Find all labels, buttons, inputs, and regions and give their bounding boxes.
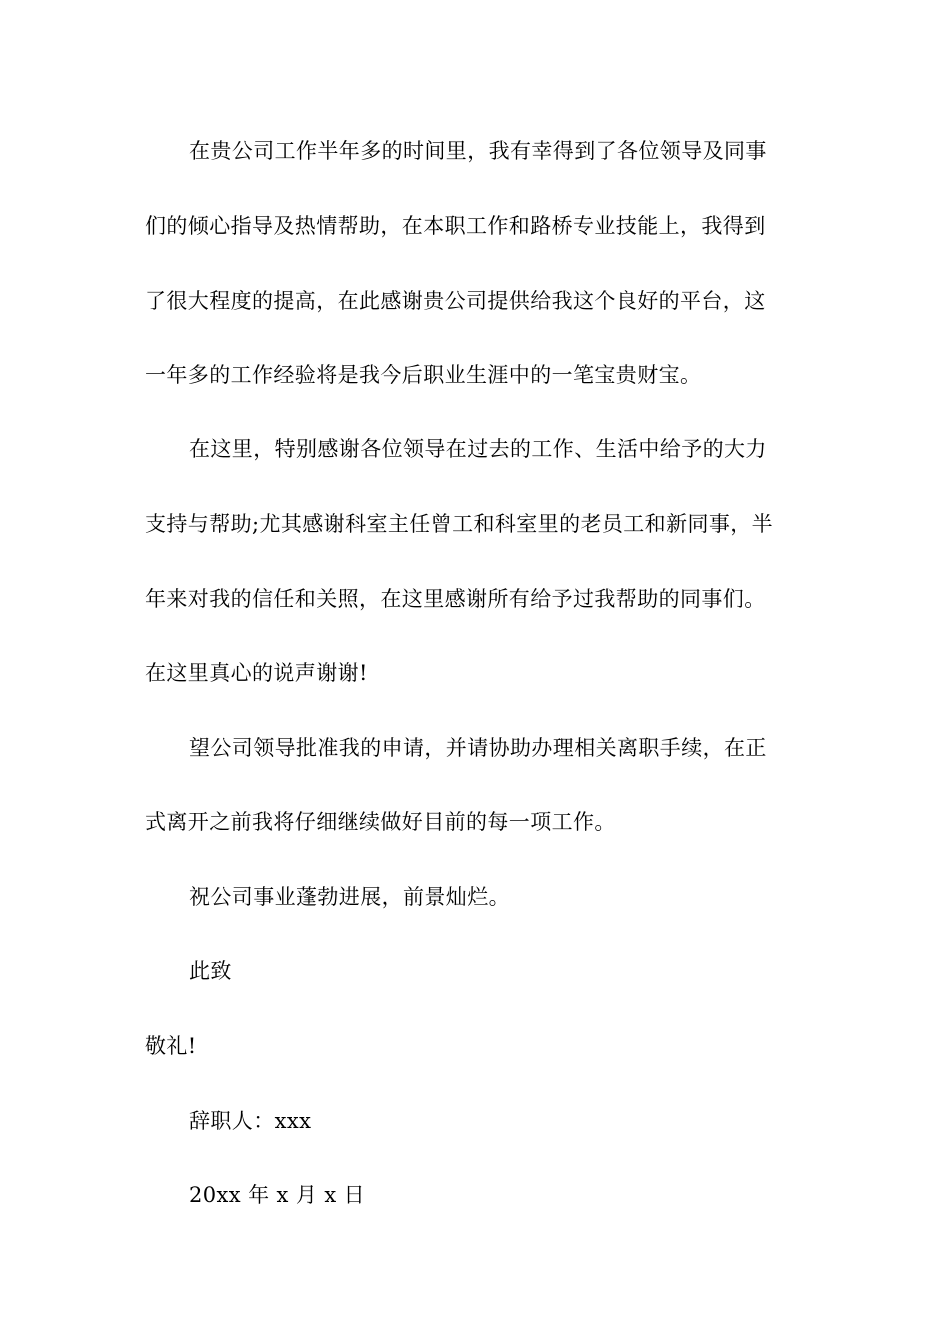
paragraph-1-line-3: 了很大程度的提高，在此感谢贵公司提供给我这个良好的平台，这 (145, 289, 766, 313)
closing-line: 此致 (189, 959, 232, 983)
paragraph-2-line-2: 支持与帮助;尤其感谢科室主任曾工和科室里的老员工和新同事，半 (145, 512, 774, 536)
salute-line: 敬礼! (145, 1034, 197, 1058)
paragraph-2-line-1: 在这里，特别感谢各位领导在过去的工作、生活中给予的大力 (189, 437, 767, 461)
paragraph-2-line-3: 年来对我的信任和关照，在这里感谢所有给予过我帮助的同事们。 (145, 587, 766, 611)
paragraph-1-line-1: 在贵公司工作半年多的时间里，我有幸得到了各位领导及同事 (189, 139, 767, 163)
paragraph-1-line-2: 们的倾心指导及热情帮助，在本职工作和路桥专业技能上，我得到 (145, 214, 766, 238)
paragraph-2-line-4: 在这里真心的说声谢谢! (145, 661, 368, 685)
signature-line: 辞职人：xxx (189, 1109, 312, 1133)
paragraph-3-line-1: 望公司领导批准我的申请，并请协助办理相关离职手续，在正 (189, 736, 767, 760)
paragraph-1-line-4: 一年多的工作经验将是我今后职业生涯中的一笔宝贵财宝。 (145, 363, 702, 387)
date-line: 20xx 年 x 月 x 日 (189, 1183, 366, 1207)
paragraph-3-line-2: 式离开之前我将仔细继续做好目前的每一项工作。 (145, 810, 616, 834)
wish-line: 祝公司事业蓬勃进展，前景灿烂。 (189, 885, 510, 909)
